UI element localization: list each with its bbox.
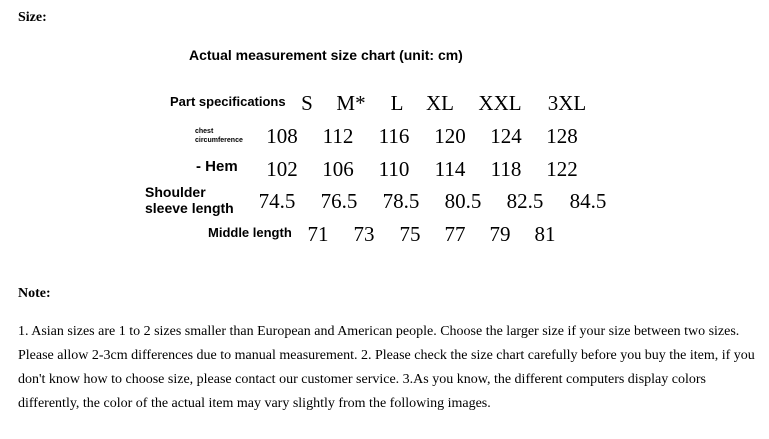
row-label-middle-length: Middle length	[208, 225, 292, 240]
size-cell: M*	[336, 91, 366, 115]
size-cell: XL	[426, 91, 454, 115]
row-label-line: circumference	[195, 137, 243, 144]
value-cell: 124	[490, 124, 522, 148]
value-cell: 78.5	[382, 189, 420, 213]
value-cell: 108	[266, 124, 298, 148]
header-label: Part specifications	[170, 94, 286, 109]
size-cell: S	[301, 91, 313, 115]
value-cell: 79	[489, 222, 511, 246]
value-cell: 118	[490, 157, 522, 181]
value-cell: 74.5	[258, 189, 296, 213]
row-label-chest	[195, 127, 243, 145]
row-label-line: sleeve length	[145, 200, 234, 216]
value-cell: 120	[434, 124, 466, 148]
value-cell: 80.5	[444, 189, 482, 213]
chart-title: Actual measurement size chart (unit: cm)	[189, 47, 463, 63]
size-heading: Size:	[18, 10, 47, 25]
value-cell: 82.5	[506, 189, 544, 213]
value-cell: 114	[434, 157, 466, 181]
value-cell: 106	[322, 157, 354, 181]
value-cell: 102	[266, 157, 298, 181]
value-cell: 81	[534, 222, 556, 246]
value-cell: 77	[444, 222, 466, 246]
value-cell: 73	[353, 222, 375, 246]
value-cell: 122	[546, 157, 578, 181]
row-label-hem: - Hem	[196, 158, 238, 175]
value-cell: 71	[307, 222, 329, 246]
size-cell: XXL	[478, 91, 522, 115]
value-cell: 110	[378, 157, 410, 181]
row-label-line: Shoulder	[145, 184, 206, 200]
value-cell: 75	[399, 222, 421, 246]
size-cell: L	[390, 91, 404, 115]
size-cell: 3XL	[547, 91, 587, 115]
row-label-shoulder-sleeve	[145, 184, 234, 216]
value-cell: 116	[378, 124, 410, 148]
value-cell: 128	[546, 124, 578, 148]
value-cell: 84.5	[569, 189, 607, 213]
note-text: 1. Asian sizes are 1 to 2 sizes smaller than European and American people. Choose the larger size if your size between two sizes. Please allow 2-3cm differences due to manual measurement. 2. Please check the size chart carefully before you buy the item, if you don't know how to choose size, please contact our customer service. 3.As you know, the different computers display colors differently, the color of the actual item may vary slightly from the following images.	[18, 324, 755, 411]
value-cell: 76.5	[320, 189, 358, 213]
row-label-line: chest	[195, 128, 214, 135]
value-cell: 112	[322, 124, 354, 148]
note-heading: Note:	[18, 286, 51, 301]
